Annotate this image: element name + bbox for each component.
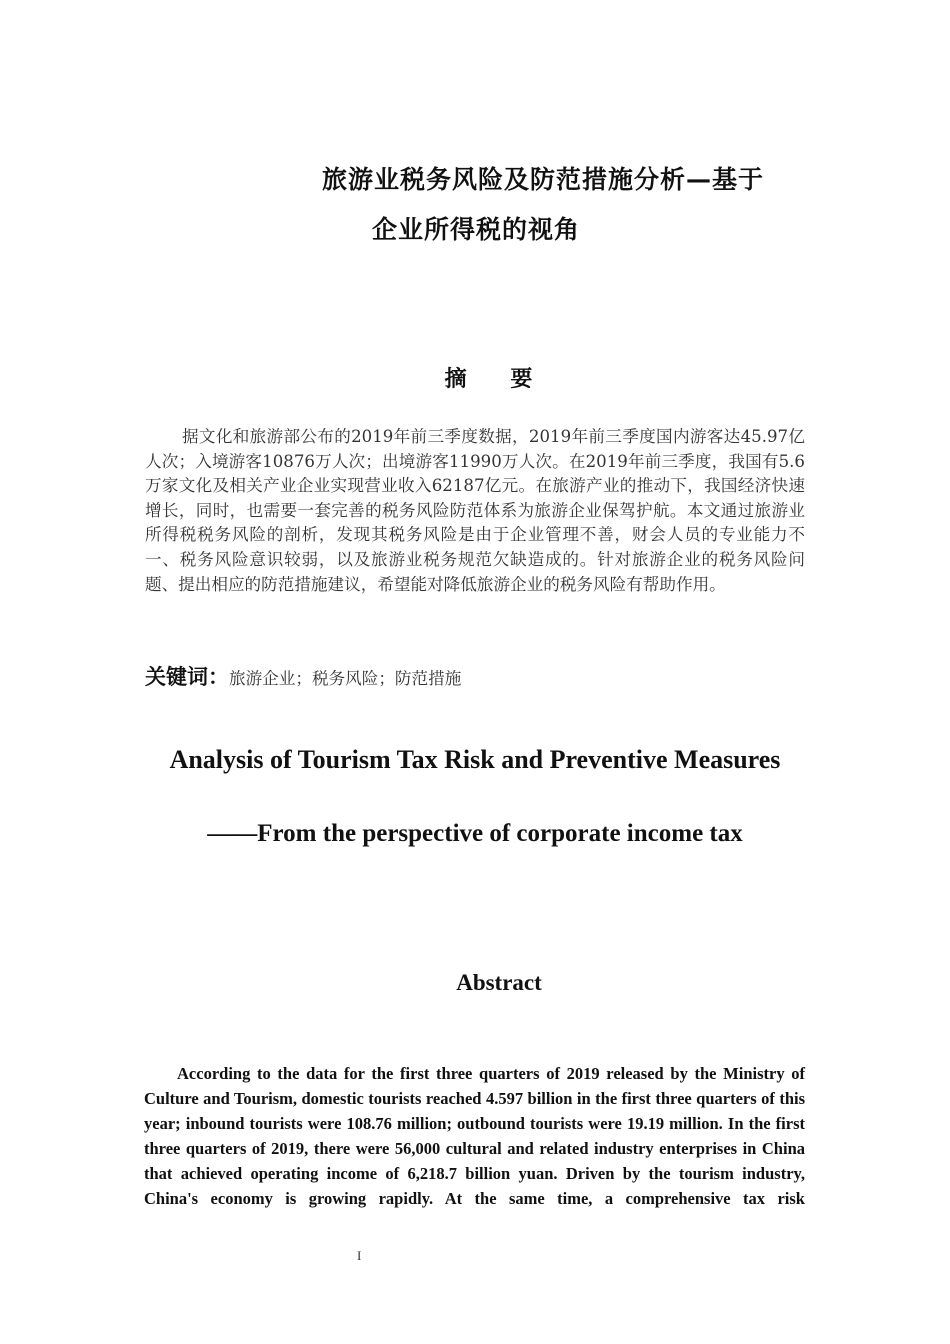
keywords-line xyxy=(145,661,461,691)
chinese-title-line-2: 企业所得税的视角 xyxy=(372,215,581,244)
chinese-abstract-body: 据文化和旅游部公布的2019年前三季度数据，2019年前三季度国内游客达45.97亿人次；入境游客10876万人次；出境游客11990万人次。在2019年前三季度，我国有5.6万家文化及相关产业企业实现营业收入62187亿元。在旅游产业的推动下，我国经济快速增长，同时，也需要一套完善的税务风险防范体系为旅游企业保驾护航。本文通过旅游业所得税税务风险的剖析，发现其税务风险是由于企业管理不善，财会人员的专业能力不一、税务风险意识较弱，以及旅游业税务规范欠缺造成的。针对旅游企业的税务风险问题、提出相应的防范措施建议，希望能对降低旅游企业的税务风险有帮助作用。 xyxy=(145,427,805,594)
english-abstract-heading: Abstract xyxy=(456,970,542,995)
keywords-value: 旅游企业；税务风险；防范措施 xyxy=(229,669,462,688)
english-abstract-body: According to the data for the first three quarters of 2019 released by the Ministry of Culture and Tourism, domestic tourists reached 4.597 billion in the first three quarters of this year; inbound tourists were 108.76 million; outbound tourists were 19.19 million. In the first three quarters of 2019, there were 56,000 cultural and related industry enterprises in China that achieved operating income of 6,218.7 billion yuan. Driven by the tourism industry, China's economy is growing rapidly. At the same time, a comprehensive tax risk xyxy=(144,1064,805,1208)
english-title-line-1: Analysis of Tourism Tax Risk and Preventive Measures xyxy=(169,745,781,774)
page-number: I xyxy=(357,1248,362,1263)
english-title-line-2: ——From the perspective of corporate income tax xyxy=(207,820,743,847)
chinese-abstract-heading: 摘 要 xyxy=(444,367,551,392)
keywords-label: 关键词： xyxy=(145,665,229,689)
chinese-title-line-1: 旅游业税务风险及防范措施分析—基于 xyxy=(322,165,765,194)
